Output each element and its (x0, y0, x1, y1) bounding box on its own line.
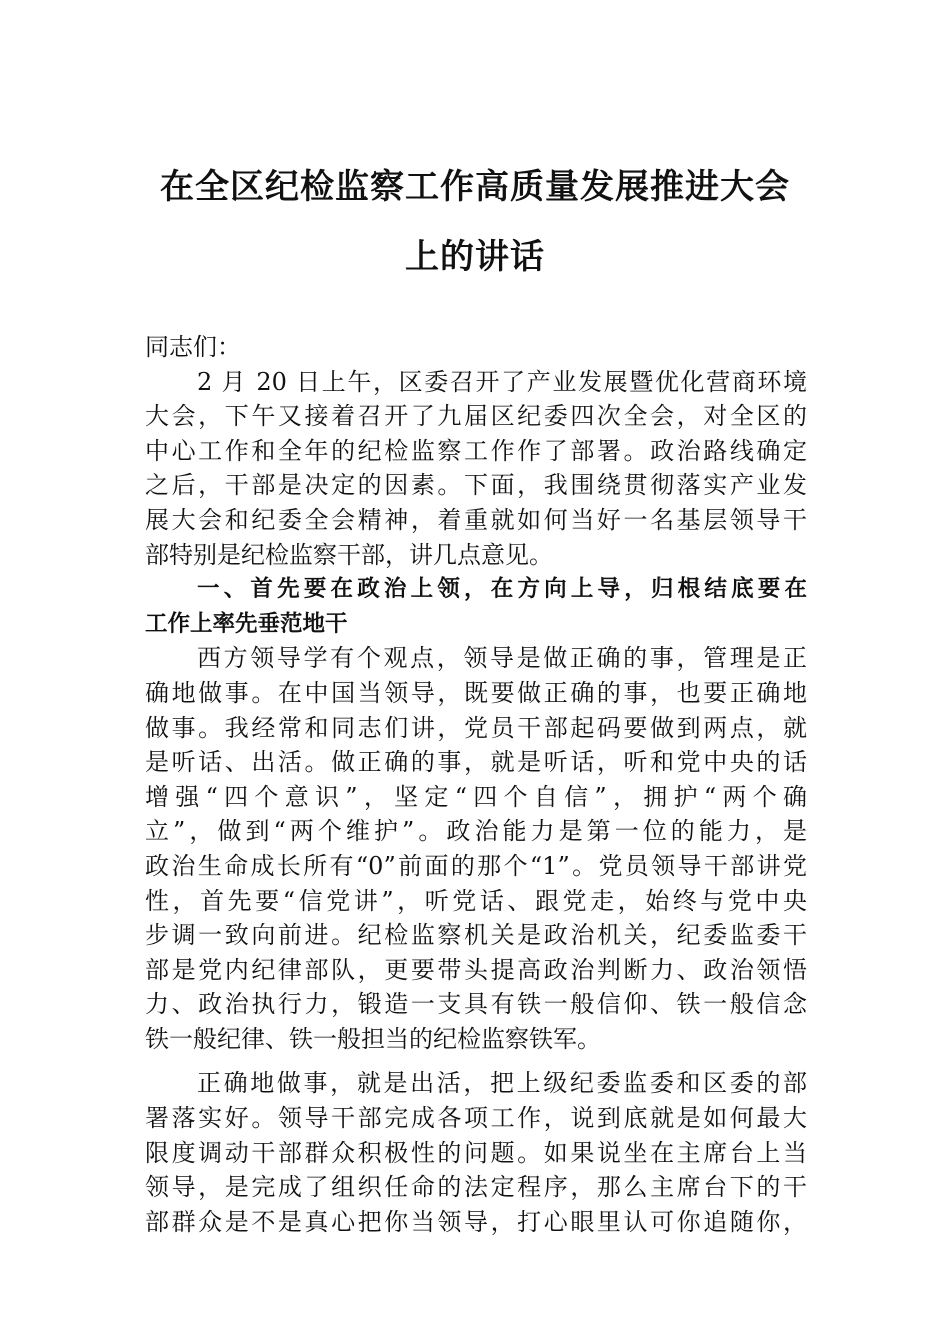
paragraph-line: 署落实好。领导干部完成各项工作，说到底就是如何最大 (145, 1104, 807, 1133)
heading-line: 一、首先要在政治上领，在方向上导，归根结底要在 (197, 576, 807, 603)
paragraph-line: 铁一般纪律、铁一般担当的纪检监察铁军。 (145, 1024, 601, 1053)
paragraph-line: 西方领导学有个观点，领导是做正确的事，管理是正 (197, 644, 807, 673)
paragraph-line: 确地做事。在中国当领导，既要做正确的事，也要正确地 (145, 678, 807, 707)
paragraph-line: 领导，是完成了组织任命的法定程序，那么主席台下的干 (145, 1173, 807, 1202)
paragraph-line: 增强“四个意识”，坚定“四个自信”，拥护“两个确 (145, 782, 807, 811)
paragraph-line: 之后，干部是决定的因素。下面，我围绕贯彻落实产业发 (145, 471, 807, 500)
title-line-2: 上的讲话 (405, 237, 545, 277)
heading-line: 工作上率先垂范地干 (145, 610, 348, 637)
paragraph-line: 正确地做事，就是出活，把上级纪委监委和区委的部 (197, 1069, 807, 1098)
paragraph-intro (145, 365, 807, 573)
paragraph-line: 展大会和纪委全会精神，着重就如何当好一名基层领导干 (145, 505, 807, 534)
paragraph-line: 步调一致向前进。纪检监察机关是政治机关，纪委监委干 (145, 921, 807, 950)
salutation: 同志们： (145, 333, 241, 361)
paragraph-execution (145, 1066, 807, 1239)
document-body (145, 330, 807, 1239)
paragraph-line: 部群众是不是真心把你当领导，打心眼里认可你追随你， (145, 1207, 807, 1236)
paragraph-line: 大会，下午又接着召开了九届区纪委四次全会，对全区的 (145, 402, 807, 431)
paragraph-line: 2 月 20 日上午，区委召开了产业发展暨优化营商环境 (197, 367, 807, 396)
paragraph-line: 做事。我经常和同志们讲，党员干部起码要做到两点，就 (145, 713, 807, 742)
paragraph-line: 性，首先要“信党讲”，听党话、跟党走，始终与党中央 (145, 886, 807, 915)
paragraph-line: 部特别是纪检监察干部，讲几点意见。 (145, 540, 553, 569)
paragraph-line: 部是党内纪律部队，更要带头提高政治判断力、政治领悟 (145, 955, 807, 984)
paragraph-line: 是听话、出活。做正确的事，就是听话，听和党中央的话 (145, 748, 807, 777)
title-line-1: 在全区纪检监察工作高质量发展推进大会 (160, 167, 790, 207)
paragraph-line: 政治生命成长所有“0”前面的那个“1”。党员领导干部讲党 (145, 851, 807, 880)
section-heading-1 (145, 572, 807, 641)
paragraph-spacing (145, 1056, 807, 1066)
paragraph-leadership (145, 641, 807, 1056)
paragraph-line: 力、政治执行力，锻造一支具有铁一般信仰、铁一般信念 (145, 990, 807, 1019)
document-title (145, 152, 805, 292)
paragraph-line: 中心工作和全年的纪检监察工作作了部署。政治路线确定 (145, 436, 807, 465)
paragraph-line: 立”，做到“两个维护”。政治能力是第一位的能力，是 (145, 817, 807, 846)
paragraph-line: 限度调动干部群众积极性的问题。如果说坐在主席台上当 (145, 1138, 807, 1167)
